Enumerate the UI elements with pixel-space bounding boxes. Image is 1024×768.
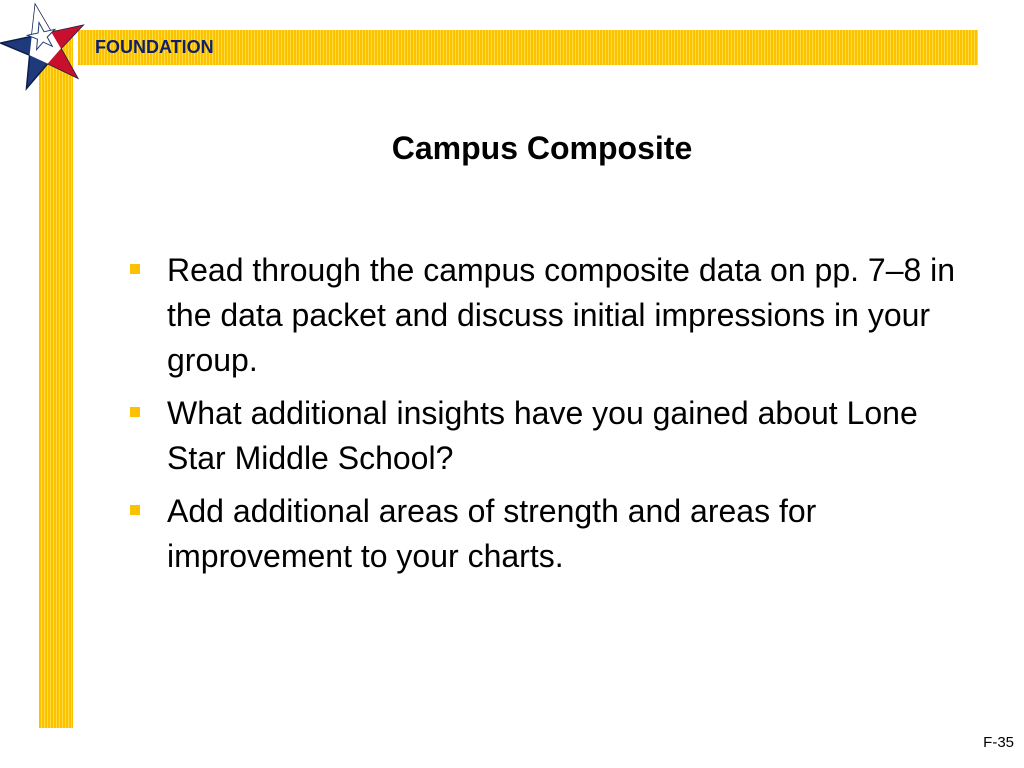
bullet-text: What additional insights have you gained about Lone Star Middle School? — [167, 395, 918, 476]
bullet-item — [128, 248, 978, 383]
bullet-list — [128, 248, 978, 587]
section-label: FOUNDATION — [95, 37, 214, 57]
square-bullet-icon — [130, 407, 140, 417]
bullet-item — [128, 489, 978, 579]
square-bullet-icon — [130, 264, 140, 274]
bullet-text: Add additional areas of strength and areas for improvement to your charts. — [167, 493, 817, 574]
square-bullet-icon — [130, 505, 140, 515]
bullet-item — [128, 391, 978, 481]
texas-star-icon — [0, 0, 96, 96]
bullet-text: Read through the campus composite data on pp. 7–8 in the data packet and discuss initial impressions in your group. — [167, 252, 956, 378]
side-band — [39, 30, 73, 728]
slide-title: Campus Composite — [391, 130, 693, 166]
page-number: F-35 — [983, 734, 1014, 751]
